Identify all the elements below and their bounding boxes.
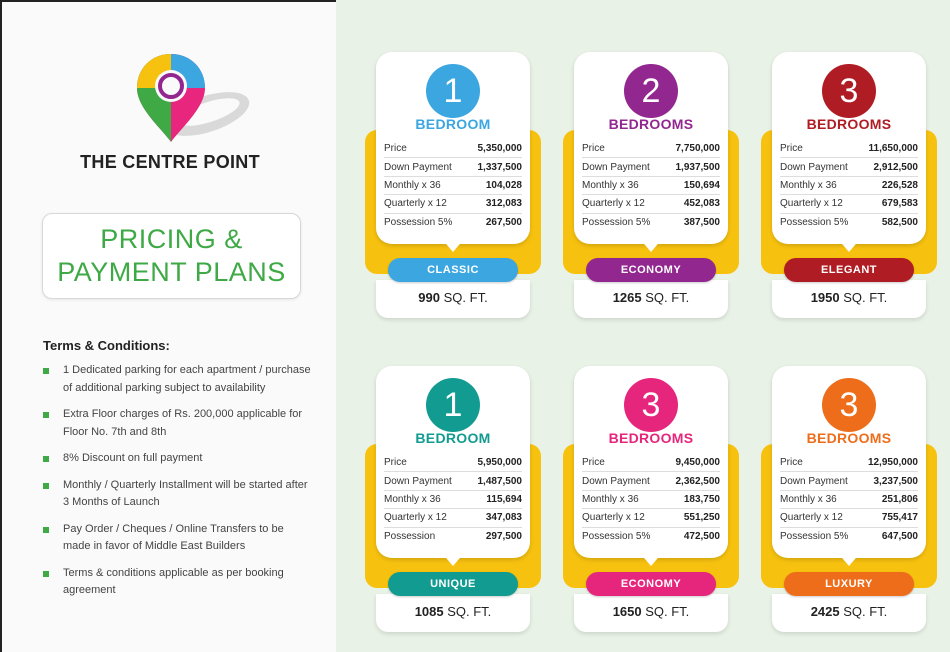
plan-area: 2425 SQ. FT. — [810, 604, 888, 619]
page-title-line1: PRICING & — [100, 224, 243, 254]
plan-area: 1085 SQ. FT. — [414, 604, 492, 619]
plans-panel — [336, 0, 950, 652]
plan-name-badge: UNIQUE — [388, 572, 518, 596]
brand-name: THE CENTRE POINT — [80, 152, 260, 172]
payment-table — [582, 454, 720, 546]
bedroom-count-badge: 3 — [624, 378, 678, 432]
bedroom-label: BEDROOMS — [608, 430, 694, 446]
table-row: Monthly x 36 251,806 — [780, 491, 918, 509]
plan-card — [772, 366, 926, 632]
left-panel — [0, 0, 336, 652]
location-pin-logo — [135, 52, 255, 147]
card-pointer — [837, 552, 861, 566]
bedroom-count-badge: 3 — [822, 378, 876, 432]
table-row: Possession 5% 647,500 — [780, 531, 918, 543]
table-row: Possession 5% 582,500 — [780, 217, 918, 229]
payment-table — [780, 454, 918, 546]
page-title-line2: PAYMENT PLANS — [57, 257, 286, 287]
bedroom-count-badge: 2 — [624, 64, 678, 118]
table-row: Monthly x 36 115,694 — [384, 491, 522, 509]
bedroom-count-badge: 1 — [426, 64, 480, 118]
table-row: Down Payment 3,237,500 — [780, 472, 918, 490]
table-row: Monthly x 36 104,028 — [384, 177, 522, 195]
pricing-title-box — [42, 213, 301, 299]
terms-list — [43, 362, 313, 609]
table-row: Quarterly x 12 755,417 — [780, 509, 918, 527]
card-pointer — [639, 552, 663, 566]
plan-card — [376, 52, 530, 318]
plan-card — [574, 366, 728, 632]
payment-table — [582, 140, 720, 232]
bullet-icon — [43, 412, 49, 418]
table-row: Quarterly x 12 452,083 — [582, 195, 720, 213]
table-row: Monthly x 36 150,694 — [582, 177, 720, 195]
bedroom-label: BEDROOM — [415, 116, 491, 132]
bedroom-label: BEDROOMS — [806, 430, 892, 446]
payment-table — [384, 454, 522, 546]
table-row: Possession 297,500 — [384, 531, 522, 543]
payment-table — [384, 140, 522, 232]
table-row: Price 9,450,000 — [582, 454, 720, 472]
table-row: Monthly x 36 226,528 — [780, 177, 918, 195]
terms-item: Monthly / Quarterly Installment will be started after 3 Months of Launch — [43, 477, 313, 512]
plan-area: 1950 SQ. FT. — [810, 290, 888, 305]
plan-name-badge: ELEGANT — [784, 258, 914, 282]
bullet-icon — [43, 456, 49, 462]
table-row: Price 7,750,000 — [582, 140, 720, 158]
plan-area: 1650 SQ. FT. — [612, 604, 690, 619]
bullet-icon — [43, 483, 49, 489]
table-row: Possession 5% 472,500 — [582, 531, 720, 543]
bedroom-label: BEDROOMS — [608, 116, 694, 132]
plan-name-badge: ECONOMY — [586, 572, 716, 596]
plan-name-badge: CLASSIC — [388, 258, 518, 282]
table-row: Quarterly x 12 347,083 — [384, 509, 522, 527]
bullet-icon — [43, 571, 49, 577]
plan-name-badge: ECONOMY — [586, 258, 716, 282]
bedroom-label: BEDROOMS — [806, 116, 892, 132]
card-pointer — [441, 552, 465, 566]
table-row: Monthly x 36 183,750 — [582, 491, 720, 509]
table-row: Down Payment 2,362,500 — [582, 472, 720, 490]
terms-item: Extra Floor charges of Rs. 200,000 applicable for Floor No. 7th and 8th — [43, 406, 313, 441]
card-pointer — [639, 238, 663, 252]
table-row: Price 5,350,000 — [384, 140, 522, 158]
bedroom-count-badge: 1 — [426, 378, 480, 432]
payment-table — [780, 140, 918, 232]
table-row: Price 12,950,000 — [780, 454, 918, 472]
bedroom-label: BEDROOM — [415, 430, 491, 446]
table-row: Down Payment 1,337,500 — [384, 158, 522, 176]
terms-item: Pay Order / Cheques / Online Transfers to be made in favor of Middle East Builders — [43, 521, 313, 556]
table-row: Down Payment 2,912,500 — [780, 158, 918, 176]
table-row: Quarterly x 12 312,083 — [384, 195, 522, 213]
table-row: Price 11,650,000 — [780, 140, 918, 158]
table-row: Price 5,950,000 — [384, 454, 522, 472]
table-row: Down Payment 1,487,500 — [384, 472, 522, 490]
terms-heading: Terms & Conditions: — [43, 338, 170, 353]
card-pointer — [837, 238, 861, 252]
plan-name-badge: LUXURY — [784, 572, 914, 596]
table-row: Down Payment 1,937,500 — [582, 158, 720, 176]
plan-area: 1265 SQ. FT. — [612, 290, 690, 305]
table-row: Quarterly x 12 551,250 — [582, 509, 720, 527]
plan-card — [376, 366, 530, 632]
plan-area: 990 SQ. FT. — [418, 290, 488, 305]
plan-card — [772, 52, 926, 318]
terms-item: 8% Discount on full payment — [43, 450, 313, 468]
terms-item: Terms & conditions applicable as per booking agreement — [43, 565, 313, 600]
table-row: Possession 5% 267,500 — [384, 217, 522, 229]
terms-item: 1 Dedicated parking for each apartment / purchase of additional parking subject to availability — [43, 362, 313, 397]
bullet-icon — [43, 527, 49, 533]
table-row: Possession 5% 387,500 — [582, 217, 720, 229]
card-pointer — [441, 238, 465, 252]
plan-card — [574, 52, 728, 318]
bedroom-count-badge: 3 — [822, 64, 876, 118]
table-row: Quarterly x 12 679,583 — [780, 195, 918, 213]
bullet-icon — [43, 368, 49, 374]
